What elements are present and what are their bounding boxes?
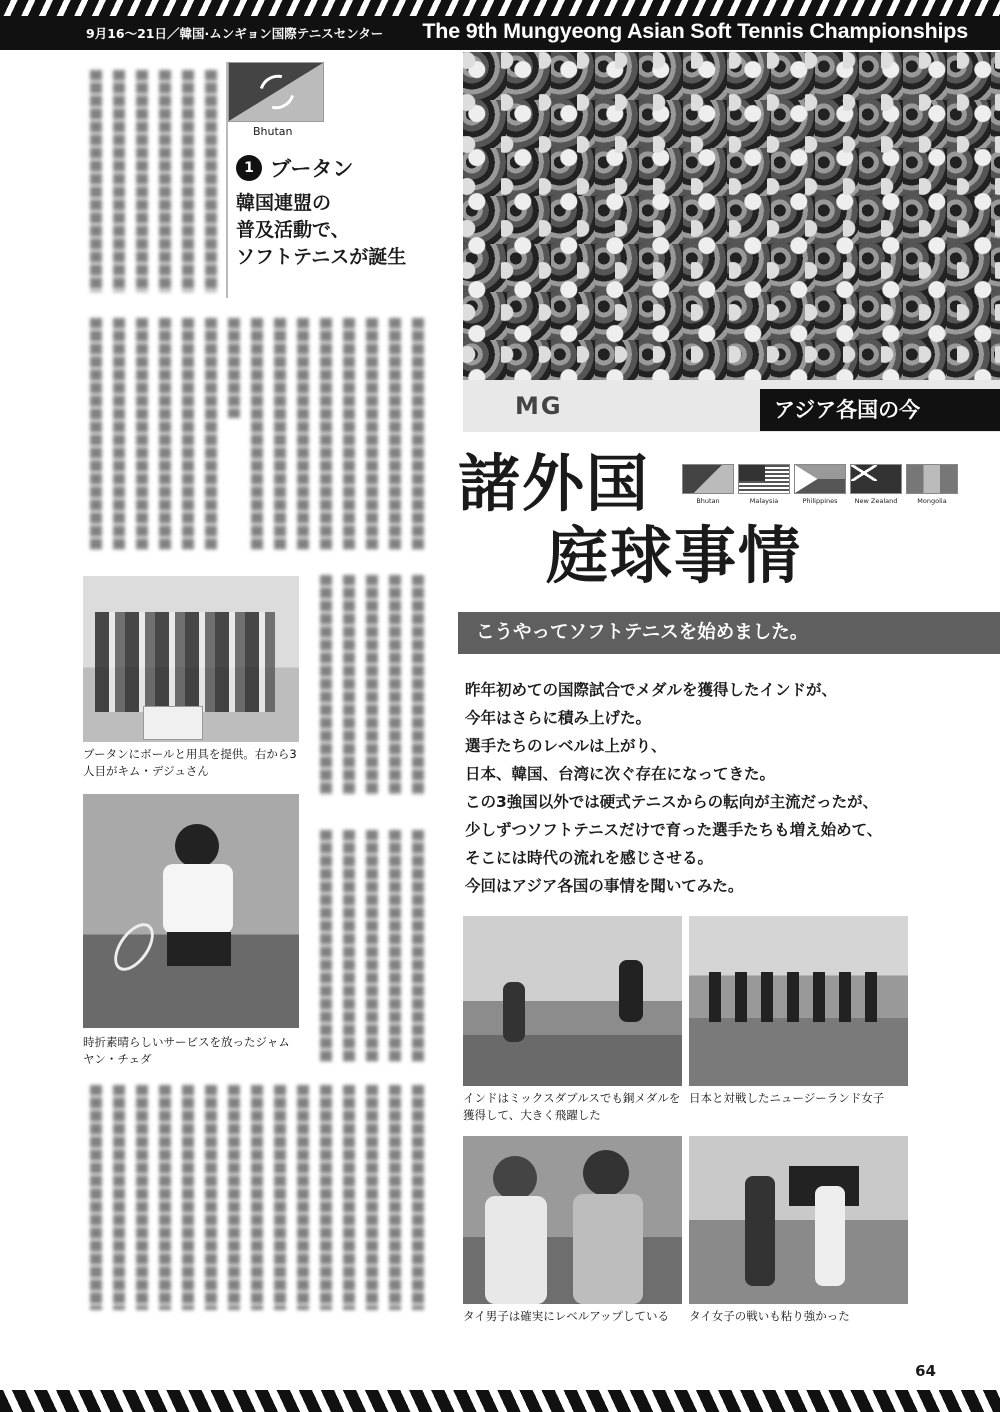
date-venue: 9月16〜21日／韓国·ムンギョン国際テニスセンター [86,26,384,41]
bhutan-flag [228,62,324,122]
flag-label-philippines: Philippines [802,497,838,505]
feature-banner: こうやってソフトテニスを始めました。 [458,612,1000,654]
feature-title: 諸外国 庭球事情 [458,447,803,592]
india-caption: インドはミックスダブルスでも銅メダルを獲得して、大きく飛躍した [463,1091,681,1122]
bhutan-serve-caption: 時折素晴らしいサービスを放ったジャムヤン・チェダ [83,1035,290,1066]
thai-women-photo [689,1136,908,1304]
crowd-banner-text: MG [515,392,563,420]
flag-label-bhutan: Bhutan [696,497,720,505]
india-mixed-photo [463,916,682,1086]
top-stripe [0,0,1000,16]
flag-label-new-zealand: New Zealand [854,497,898,505]
thai-men-caption: タイ男子は確実にレベルアップしている [463,1309,669,1323]
new-zealand-women-photo [689,916,908,1086]
thai-men-photo [463,1136,682,1304]
philippines-mini-flag [794,464,846,494]
feature-tag: アジア各国の今 [760,389,1000,431]
new-zealand-mini-flag [850,464,902,494]
section-title: ブータン [270,157,354,181]
thai-women-caption: タイ女子の戦いも粘り強かった [689,1309,850,1323]
bhutan-donation-photo [83,576,299,742]
malaysia-mini-flag [738,464,790,494]
bhutan-donation-caption: ブータンにボールと用具を提供。右から3人目がキム・デジュさん [83,747,297,778]
flag-label-mongolia: Mongolia [917,497,947,505]
bhutan-flag-label: Bhutan [253,125,293,138]
mongolia-mini-flag [906,464,958,494]
page-header [0,16,1000,50]
nz-caption: 日本と対戦したニュージーランド女子 [689,1091,885,1105]
section-subtitle: 韓国連盟の 普及活動で、 ソフトテニスが誕生 [236,192,407,268]
event-title: The 9th Mungyeong Asian Soft Tennis Championships [422,19,968,43]
bhutan-serve-photo [83,794,299,1028]
crowd-photo [463,52,1000,432]
bhutan-mini-flag [682,464,734,494]
page-number: 64 [915,1362,936,1380]
bottom-stripe [0,1390,1000,1412]
section-number-badge: 1 [236,155,262,181]
intro-text: 昨年初めての国際試合でメダルを獲得したインドが、 今年はさらに積み上げた。 選手たちのレベルは上がり、 日本、韓国、台湾に次ぐ存在になってきた。 この3強国以外では硬式テニスからの転向が主流だったが、 少しずつソフトテニスだけで育った選手たちも増え始めて、 そこには時代の流れを感じさせる。 今回はアジア各国の事情を聞いてみた。 [465,681,883,895]
flag-label-malaysia: Malaysia [749,497,779,505]
